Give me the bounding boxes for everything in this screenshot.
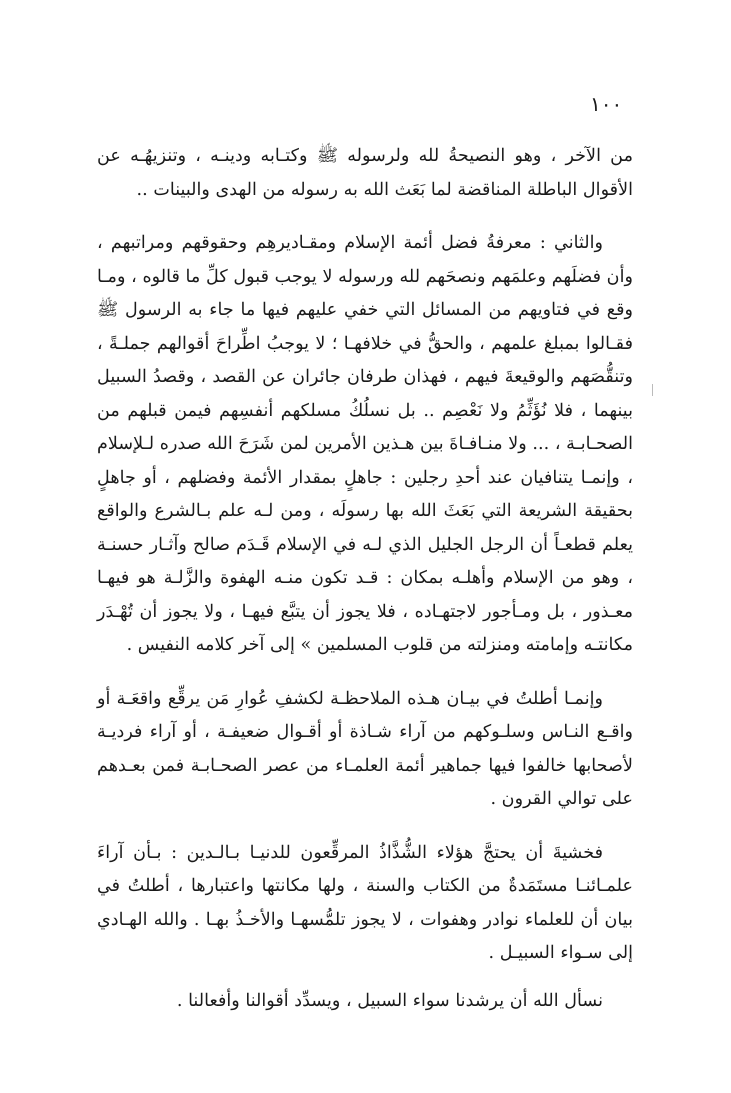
- page-number: ١٠٠: [590, 92, 623, 116]
- paragraph-4: فخشيةَ أن يحتجَّ هؤلاء الشُّذَّاذُ المرقِّعون للدنيـا بـالـدين : بـأن آراءَ علمـائنـا مستَمَدةٌ من الكتاب والسنة ، ولها مكانتها واعتبارها ، أطلتُ في بيان أن للعلماء نوادر وهفوات ، لا يجوز تلمُّسهـا والأخـذُ بهـا . والله الهـادي إلى سـواء السبيـل .: [97, 842, 633, 963]
- paragraph-1: من الآخر ، وهو النصيحةُ لله ولرسوله ﷺ وكتـابه ودينـه ، وتنزيهُـه عن الأقوال الباطلة المناقضة لما بَعَث الله به رسوله من الهدى والبينات ..: [97, 146, 633, 200]
- paragraph-5: نسأل الله أن يرشدنا سواء السبيل ، ويسدِّد أقوالنا وأفعالنا .: [176, 990, 603, 1011]
- margin-mark: [652, 384, 653, 396]
- page-body: [97, 140, 633, 1018]
- paragraph-2: والثاني : معرفةُ فضل أئمة الإسلام ومقـاديرهِم وحقوقهم ومراتبهم ، وأن فضلَهم وعلمَهم ونصحَهم لله ورسوله لا يوجب قبول كلِّ ما قالوه ، ومـا وقع في فتاويهم من المسائل التي خفي عليهم فيها ما جاء به الرسول ﷺ فقـالوا بمبلغ علمهم ، والحقُّ في خلافهـا ؛ لا يوجبُ اطِّراحَ أقوالهم جملـةً ، وتنقُّصَهم والوقيعةَ فيهم ، فهذان طرفان جائران عن القصد ، وقصدُ السبيل بينهما ، فلا نُؤَثِّمُ ولا نَعْصِم .. بل نسلُكُ مسلكهم أنفسِهم فيمن قبلهم من الصحـابـة ، ... ولا منـافـاةَ بين هـذين الأمرين لمن شَرَحَ الله صدره لـلإسلام ، وإنمـا يتنافيان عند أحدِ رجلين : جاهلٍ بمقدار الأئمة وفضلهم ، أو جاهلٍ بحقيقة الشريعة التي بَعَثَ الله بها رسولَه ، ومن لـه علم بـالشرع والواقع يعلم قطعـاً أن الرجل الجليل الذي لـه في الإسلام قَـدَم صالح وآثـار حسنـة ، وهو من الإسلام وأهلـه بمكان : قـد تكون منـه الهفوة والزَّلـة هو فيهـا معـذور ، بل ومـأجور لاجتهـاده ، فلا يجوز أن يتبَّع فيهـا ، ولا يجوز أن تُهْـدَر مكانتـه وإمامته ومنزلته من قلوب المسلمين » إلى آخر كلامه النفيس .: [97, 233, 633, 655]
- paragraph-3: وإنمـا أطلتُ في بيـان هـذه الملاحظـة لكشفِ عُوارِ مَن يرقِّع واقعَـة أو واقـع النـاس وسلـوكهم من آراء شـاذة أو أقـوال ضعيفـة ، أو آراء فرديـة لأصحابها خالفوا فيها جماهير أئمة العلمـاء من عصر الصحـابـة فمن بعـدهم على توالي القرون .: [97, 688, 633, 809]
